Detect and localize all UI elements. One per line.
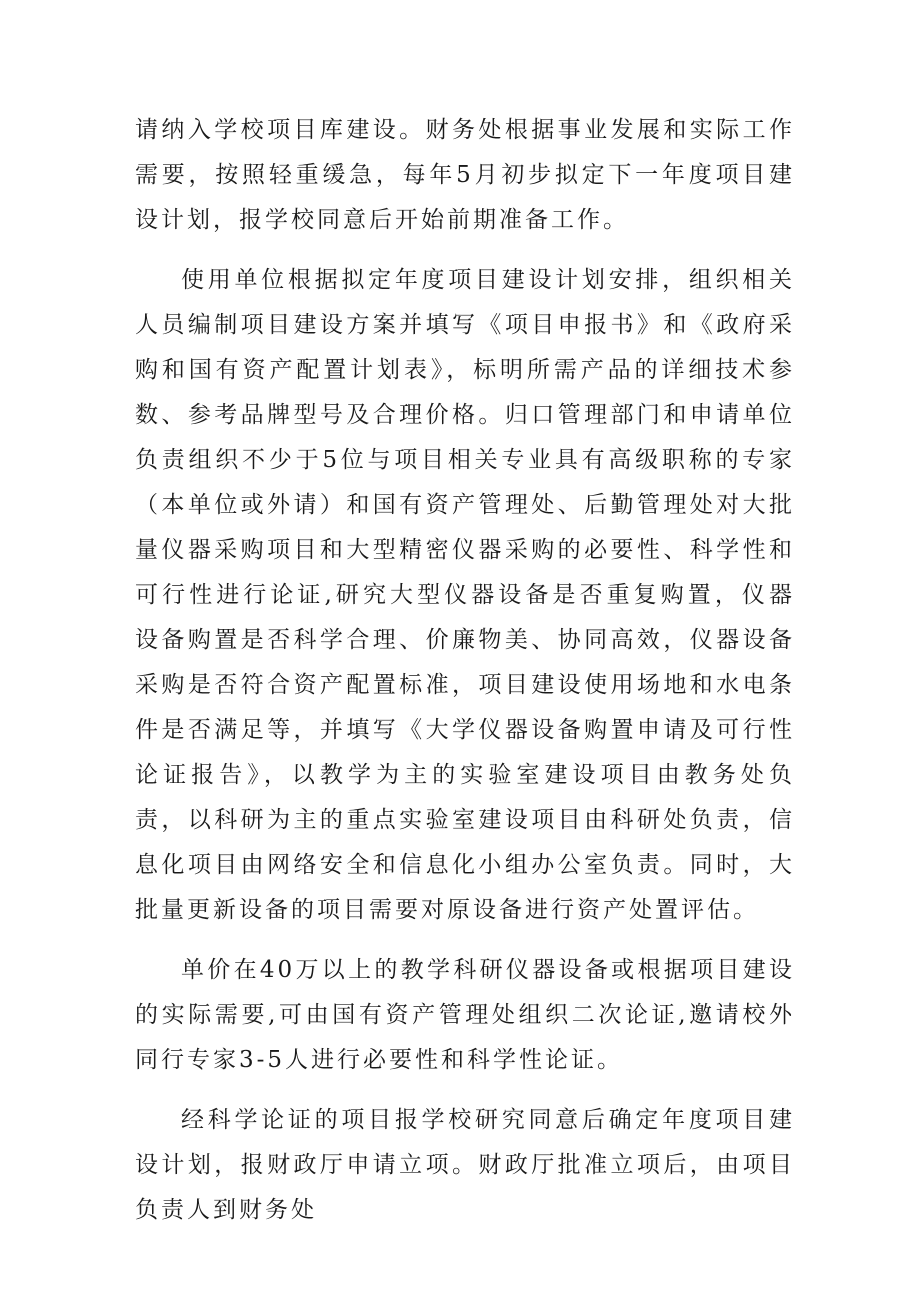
paragraph-3: 单价在40万以上的教学科研仪器设备或根据项目建设的实际需要,可由国有资产管理处组织二次论证,邀请校外同行专家3-5人进行必要性和科学性论证。 — [135, 957, 795, 1073]
paragraph-1: 请纳入学校项目库建设。财务处根据事业发展和实际工作需要，按照轻重缓急，每年5月初步拟定下一年度项目建设计划，报学校同意后开始前期准备工作。 — [135, 117, 795, 233]
paragraph-2: 使用单位根据拟定年度项目建设计划安排，组织相关人员编制项目建设方案并填写《项目申报书》和《政府采购和国有资产配置计划表》，标明所需产品的详细技术参数、参考品牌型号及合理价格。归口管理部门和申请单位负责组织不少于5位与项目相关专业具有高级职称的专家（本单位或外请）和国有资产管理处、后勤管理处对大批量仪器采购项目和大型精密仪器采购的必要性、科学性和可行性进行论证,研究大型仪器设备是否重复购置，仪器设备购置是否科学合理、价廉物美、协同高效，仪器设备采购是否符合资产配置标准，项目建设使用场地和水电条件是否满足等，并填写《大学仪器设备购置申请及可行性论证报告》，以教学为主的实验室建设项目由教务处负责，以科研为主的重点实验室建设项目由科研处负责，信息化项目由网络安全和信息化小组办公室负责。同时，大批量更新设备的项目需要对原设备进行资产处置评估。 — [135, 267, 795, 923]
paragraph-4: 经科学论证的项目报学校研究同意后确定年度项目建设计划，报财政厅申请立项。财政厅批准立项后，由项目负责人到财务处 — [135, 1107, 795, 1223]
document-body — [135, 108, 795, 1233]
